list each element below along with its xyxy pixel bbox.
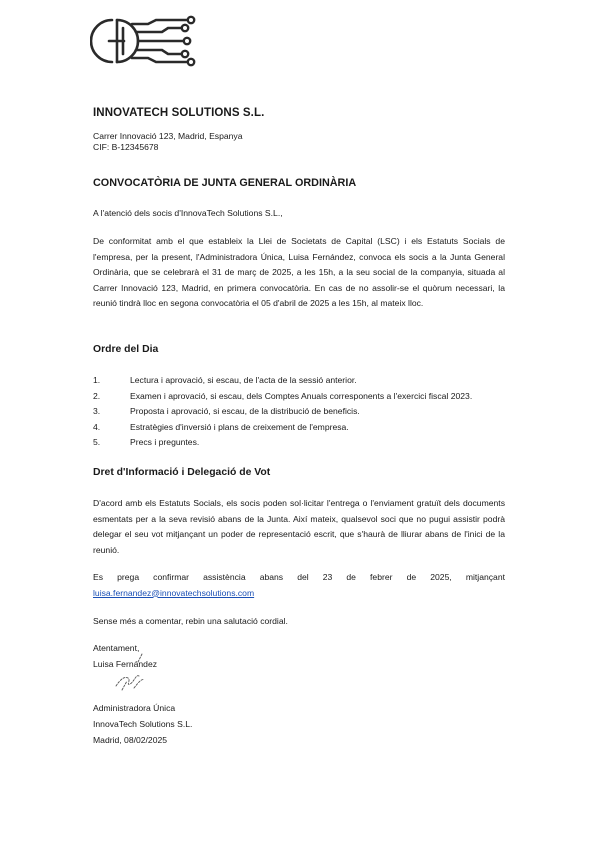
company-address-block <box>93 131 243 152</box>
company-logo-icon <box>90 14 196 68</box>
agenda-item-number: 4. <box>93 421 101 432</box>
agenda-heading: Ordre del Dia <box>93 344 159 355</box>
agenda-item-number: 3. <box>93 406 101 417</box>
agenda-item-text: Lectura i aprovació, si escau, de l'acta de la sessió anterior. <box>130 375 357 385</box>
info-paragraph: D'acord amb els Estatuts Socials, els socis poden sol·licitar l'entrega o l'enviament gratuït dels documents esmentats per a la seva revisió abans de la Junta. Així mateix, qualsevol soci que no pugui assistir podrà delegar el seu vot mitjançant un poder de representació escrit, que s'haurà de lliurar abans de l'inici de la reunió. <box>93 498 505 555</box>
company-cif: CIF: B-12345678 <box>93 141 159 152</box>
closing-line: Sense més a comentar, rebin una salutació cordial. <box>93 616 288 626</box>
agenda-item <box>93 420 513 436</box>
agenda-item <box>93 404 513 420</box>
agenda-item-number: 1. <box>93 375 101 385</box>
agenda-item <box>93 373 513 389</box>
agenda-item-number: 2. <box>93 390 101 401</box>
agenda-item-text: Proposta i aprovació, si escau, de la distribució de beneficis. <box>130 406 360 417</box>
agenda-item <box>93 389 513 405</box>
signature-salutation: Atentament, <box>93 643 140 653</box>
company-name: INNOVATECH SOLUTIONS S.L. <box>93 107 265 119</box>
agenda-item-text: Precs i preguntes. <box>130 437 200 448</box>
greeting: A l'atenció dels socis d'InnovaTech Solutions S.L., <box>93 208 283 218</box>
agenda-list <box>93 373 513 451</box>
signature-role: Administradora Única <box>93 703 176 713</box>
agenda-item-text: Estratègies d'inversió i plans de creixement de l'empresa. <box>130 421 349 432</box>
document-title: CONVOCATÒRIA DE JUNTA GENERAL ORDINÀRIA <box>93 177 357 189</box>
info-heading: Dret d'Informació i Delegació de Vot <box>93 467 271 478</box>
agenda-item-number: 5. <box>93 437 101 448</box>
intro-paragraph: De conformitat amb el que estableix la Llei de Societats de Capital (LSC) i els Estatuts Socials de l'empresa, per la present, l'Administradora Única, Luisa Fernández, convoca els socis a la Junta General Ordinària, que se celebrarà el 31 de març de 2025, a les 15h, a la seu social de la companyia, situada al Carrer Innovació 123, Madrid, en primera convocatòria. En cas de no assolir-se el quòrum necessari, la reunió tindrà lloc en segona convocatòria el 05 d'abril de 2025 a les 15h, al mateix lloc. <box>93 236 505 309</box>
signature-company: InnovaTech Solutions S.L. <box>93 719 193 729</box>
agenda-item <box>93 435 513 451</box>
agenda-item-text: Examen i aprovació, si escau, dels Comptes Anuals corresponents a l'exercici fiscal 2023. <box>130 390 473 401</box>
email-link[interactable]: luisa.fernandez@innovatechsolutions.com <box>93 587 255 598</box>
signature-place-date: Madrid, 08/02/2025 <box>93 735 168 745</box>
confirm-text: Es prega confirmar assistència abans del 23 de febrer de 2025, mitjançant <box>93 572 505 582</box>
signature-name: Luisa Fernández <box>93 659 158 669</box>
company-address: Carrer Innovació 123, Madrid, Espanya <box>93 131 243 141</box>
handwritten-signature-icon <box>108 650 168 696</box>
confirm-paragraph <box>93 570 505 601</box>
